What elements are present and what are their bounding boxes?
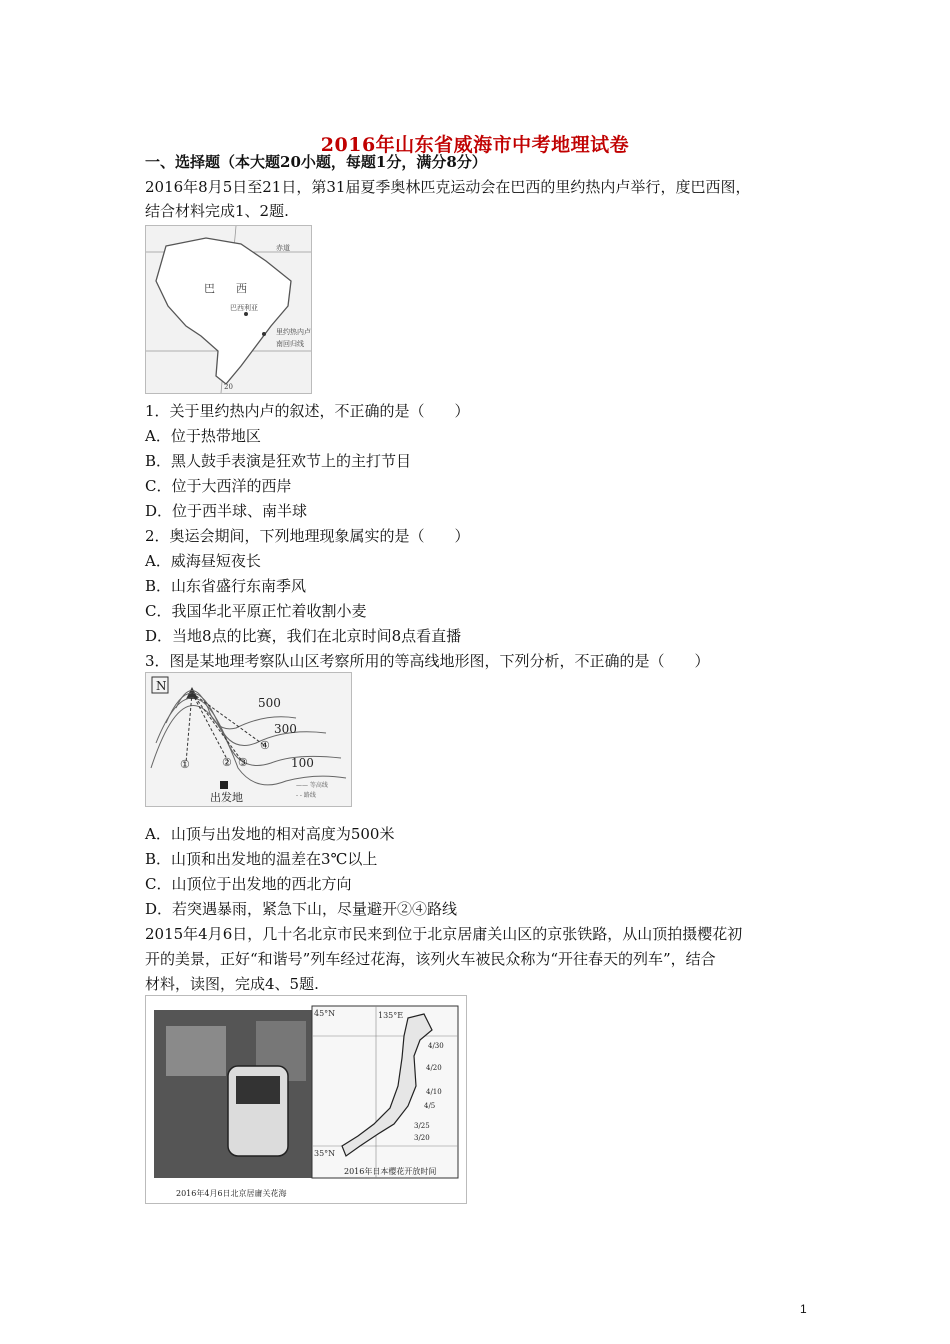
- q3-option-c: C．山顶位于出发地的西北方向: [145, 875, 352, 893]
- q2-stem: 2．奥运会期间，下列地理现象属实的是（ ）: [145, 527, 470, 545]
- page-title: 2016年山东省威海市中考地理试卷: [320, 134, 630, 156]
- contour-map: [145, 672, 352, 807]
- contour-300: 300: [274, 722, 297, 736]
- brazil-map: [145, 225, 312, 394]
- date-2: 4/20: [426, 1064, 442, 1072]
- q3-stem: 3．图是某地理考察队山区考察所用的等高线地形图，下列分析，不正确的是（ ）: [145, 652, 710, 670]
- start-label: 出发地: [210, 791, 243, 804]
- map1-country-a: 巴: [204, 282, 215, 295]
- map1-lon: 20: [224, 383, 233, 391]
- q1-option-c: C．位于大西洋的西岸: [145, 477, 292, 495]
- q2-option-d: D．当地8点的比赛，我们在北京时间8点看直播: [145, 627, 462, 645]
- date-1: 4/30: [428, 1042, 444, 1050]
- caption-right: 2016年日本樱花开放时间: [344, 1167, 437, 1176]
- japan-lat2: 35°N: [314, 1149, 336, 1158]
- map1-city1: 巴西利亚: [230, 304, 258, 312]
- intro2-line3: 材料，读图，完成4、5题.: [145, 975, 319, 993]
- date-3: 4/10: [426, 1088, 442, 1096]
- q1-option-a: A．位于热带地区: [145, 427, 261, 445]
- map1-city2: 里约热内卢: [276, 328, 311, 336]
- japan-lat1: 45°N: [314, 1009, 336, 1018]
- q1-option-b: B．黑人鼓手表演是狂欢节上的主打节目: [145, 452, 412, 470]
- date-4: 4/5: [424, 1102, 436, 1110]
- route-3: ③: [238, 756, 248, 769]
- route-4: ④: [260, 739, 270, 752]
- page-number: 1: [800, 1302, 807, 1316]
- caption-left: 2016年4月6日北京居庸关花海: [176, 1189, 287, 1198]
- q2-option-b: B．山东省盛行东南季风: [145, 577, 307, 595]
- route-1: ①: [180, 758, 190, 771]
- japan-lon: 135°E: [378, 1011, 404, 1020]
- contour-100: 100: [291, 756, 314, 770]
- map1-tropic: 南回归线: [276, 340, 304, 348]
- intro2-line1: 2015年4月6日，几十名北京市民来到位于北京居庸关山区的京张铁路，从山顶拍摄樱花初: [145, 925, 743, 943]
- intro1-line1: 2016年8月5日至21日，第31届夏季奥林匹克运动会在巴西的里约热内卢举行，度巴西图，: [145, 178, 751, 196]
- q3-option-b: B．山顶和出发地的温差在3℃以上: [145, 850, 378, 868]
- start-marker: [220, 781, 228, 789]
- q2-option-c: C．我国华北平原正忙着收割小麦: [145, 602, 367, 620]
- contour-500: 500: [258, 696, 281, 710]
- q2-option-a: A．威海昼短夜长: [145, 552, 261, 570]
- date-5: 3/25: [414, 1122, 430, 1130]
- route-2: ②: [222, 756, 232, 769]
- legend-contour: —— 等高线: [296, 782, 328, 789]
- sakura-figure: [145, 995, 467, 1204]
- q3-option-d: D．若突遇暴雨，紧急下山，尽量避开②④路线: [145, 900, 458, 918]
- map1-equator: 赤道: [276, 244, 290, 252]
- q3-option-a: A．山顶与出发地的相对高度为500米: [145, 825, 395, 843]
- map1-country-b: 西: [236, 282, 247, 295]
- q1-stem: 1．关于里约热内卢的叙述，不正确的是（ ）: [145, 402, 470, 420]
- north-arrow: N: [156, 679, 167, 693]
- q1-option-d: D．位于西半球、南半球: [145, 502, 308, 520]
- intro1-line2: 结合材料完成1、2题.: [145, 202, 289, 220]
- intro2-line2: 开的美景，正好“和谐号”列车经过花海，该列火车被民众称为“开往春天的列车”，结合: [145, 950, 716, 968]
- section-heading: 一、选择题（本大题20小题，每题1分，满分8分）: [145, 153, 487, 171]
- legend-route: - - 路线: [296, 792, 316, 799]
- date-6: 3/20: [414, 1134, 430, 1142]
